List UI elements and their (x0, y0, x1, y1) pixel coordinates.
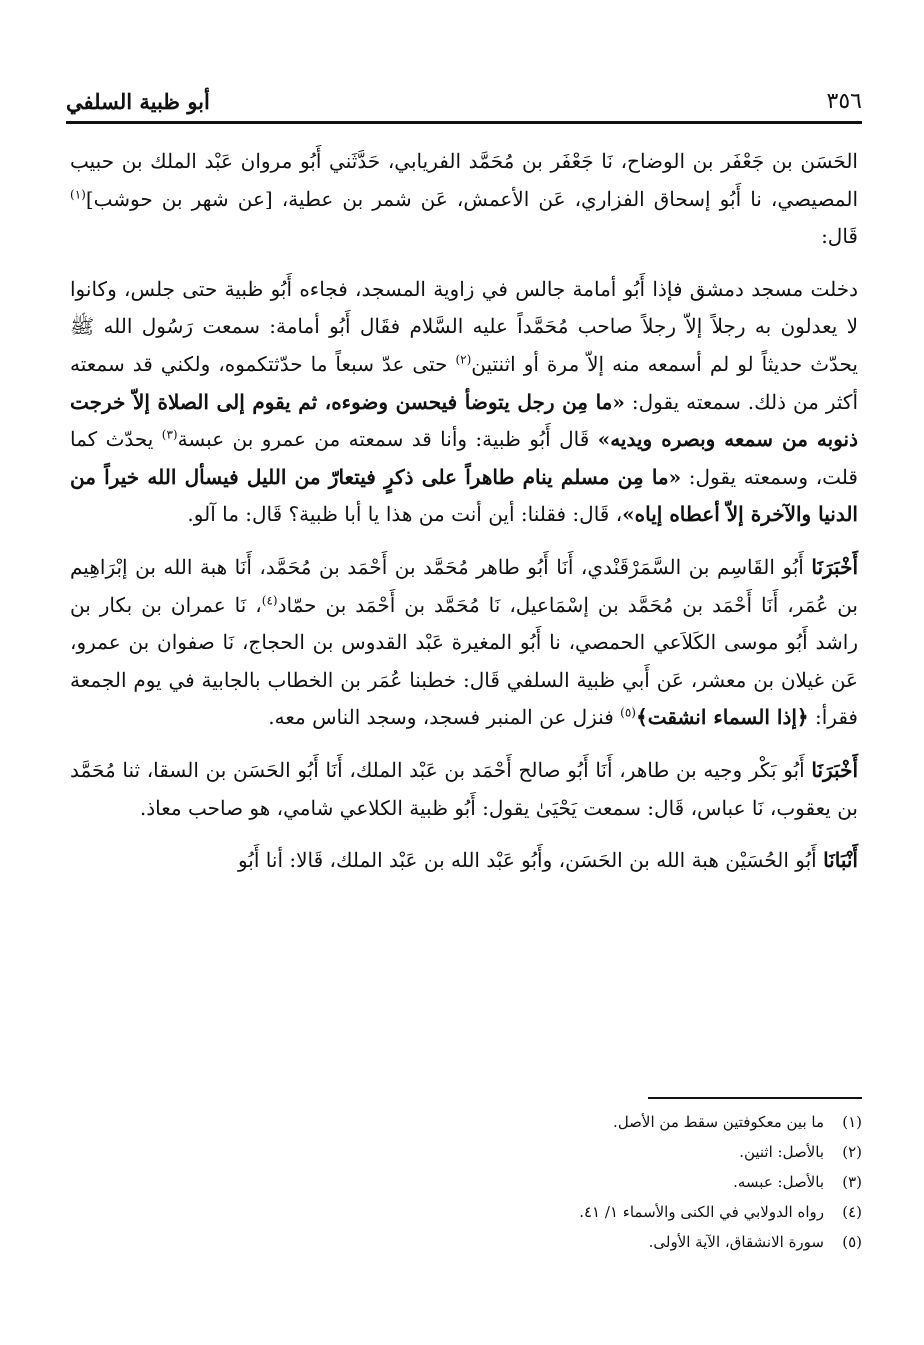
paragraph (70, 271, 858, 534)
text-run: ، نَا عمران بن بكار بن راشد أَبُو موسى الكَلاَعي الحمصي، نا أَبُو المغيرة عَبْد القدوس بن الحجاج، نَا صفوان بن عمرو، عَن غيلان بن معشر، عَن أَبي ظبية السلفي قَال: خطبنا عُمَر بن الخطاب بالجابية في يوم الجمعة فقرأ: (70, 592, 858, 730)
paragraph (70, 752, 858, 827)
footnotes (262, 1107, 862, 1257)
header-rule (66, 121, 862, 124)
text-run: أَبُو بَكْر وجيه بن طاهر، أَنَا أَبُو صالح أَحْمَد بن عَبْد الملك، أَنَا أَبُو الحَسَن بن السقا، ثنا مُحَمَّد بن يعقوب، نَا عباس، قَال: سمعت يَحْيَىٰ يقول: أَبُو ظبية الكلاعي شامي، هو صاحب معاذ. (70, 757, 858, 820)
footnote-item (262, 1197, 862, 1227)
footnote-text: ما بين معكوفتين سقط من الأصل. (613, 1113, 824, 1131)
footnote-ref: (١) (70, 186, 86, 201)
footnote-item (262, 1107, 862, 1137)
footnote-ref: (٤) (261, 592, 278, 607)
footnote-ref: (٥) (620, 705, 636, 720)
running-title: أبو ظبية السلفي (66, 89, 210, 114)
page-number: ٣٥٦ (826, 89, 862, 114)
footnote-number: (٥) (842, 1233, 862, 1251)
text-run: أَبُو الحُسَيْن هبة الله بن الحَسَن، وأَبُو عَبْد الله بن عَبْد الملك، قَالا: أنا أَبُو (237, 848, 824, 873)
text-run: دخلت مسجد دمشق فإذا أَبُو أمامة جالس في زاوية المسجد، فجاءه أَبُو ظبية حتى جلس، وكانوا لا يعدلون به رجلاً إلاّ رجلاً صاحب مُحَمَّداً عليه السَّلام فقَال أَبُو أمامة: سمعت رَسُول الله ﷺ يحدّث حديثاً لو لم أسمعه منه إلاّ مرة أو اثنتين (70, 276, 858, 376)
body-text (70, 143, 858, 895)
footnote-item (262, 1227, 862, 1257)
footnote-number: (١) (842, 1113, 862, 1131)
bold-text: أَنْبَانَا (823, 848, 858, 873)
footnote-text: بالأصل: اثنين. (739, 1143, 824, 1161)
text-run: أَبُو القَاسِم بن السَّمَرْقَنْدي، أَنَا أَبُو طاهر مُحَمَّد بن أَحْمَد بن مُحَمَّد، أَنَا هبة الله بن إبْرَاهِيم بن عُمَر، أَنَا أَحْمَد بن مُحَمَّد بن إسْمَاعيل، نَا مُحَمَّد بن أَحْمَد بن حمّاد (70, 554, 859, 617)
footnote-item (262, 1167, 862, 1197)
page-header (66, 78, 862, 120)
footnote-text: رواه الدولابي في الكنى والأسماء ١/ ٤١. (579, 1203, 824, 1221)
text-run: الحَسَن بن جَعْفَر بن الوضاح، نَا جَعْفَر بن مُحَمَّد الفريابي، حَدَّثَني أَبُو مروان عَبْد الملك بن حبيب المصيصي، نا أَبُو إسحاق الفزاري، عَن الأعمش، عَن شمر بن عطية، [عن شهر بن حوشب] (70, 149, 858, 211)
footnote-ref: (٣) (161, 427, 178, 442)
paragraph (70, 842, 858, 880)
text-run: حتى عدّ سبعاً ما حدّثتكموه، ولكني قد سمعته أكثر من ذلك. سمعته يقول: (70, 351, 858, 414)
footnote-item (262, 1137, 862, 1167)
bold-text: أَخْبَرَنَا (811, 554, 858, 579)
footnote-text: سورة الانشقاق، الآية الأولى. (648, 1233, 824, 1251)
footnote-ref: (٢) (455, 352, 472, 367)
text-run: قَال: (821, 224, 858, 249)
text-run: يحدّث كما قلت، وسمعته يقول: (70, 427, 858, 489)
bold-text: «ما مِن مسلم ينام طاهراً على ذكرٍ فيتعارّ من الليل فيسأل الله خيراً من الدنيا والآخرة إلاّ أعطاه إياه» (70, 464, 858, 527)
paragraph (70, 549, 858, 737)
bold-text: أَخْبَرَنَا (811, 757, 858, 782)
footnote-number: (٤) (842, 1203, 862, 1221)
footnote-rule (648, 1097, 862, 1099)
bold-text: ﴿إذا السماء انشقت﴾ (635, 705, 809, 730)
text-run: قَال أَبُو ظبية: وأنا قد سمعته من عمرو بن عبسة (177, 427, 598, 452)
bold-text: «ما مِن رجل يتوضأ فيحسن وضوءه، ثم يقوم إلى الصلاة إلاّ خرجت ذنوبه من سمعه وبصره ويديه» (70, 389, 858, 452)
paragraph (70, 143, 858, 256)
text-run: ، قَال: فقلنا: أين أنت من هذا يا أبا ظبية؟ قَال: ما آلو. (187, 502, 623, 527)
footnote-number: (٣) (842, 1173, 862, 1191)
text-run: فنزل عن المنبر فسجد، وسجد الناس معه. (268, 705, 621, 730)
footnote-text: بالأصل: عبسه. (733, 1173, 824, 1191)
footnote-number: (٢) (842, 1143, 862, 1161)
